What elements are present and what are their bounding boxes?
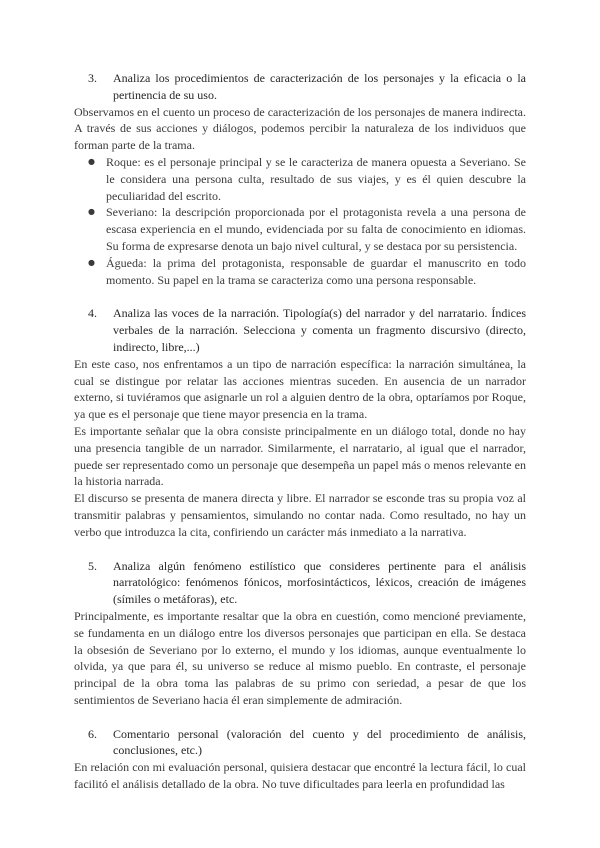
question-text: Analiza las voces de la narración. Tipología(s) del narrador y del narratario. Índices verbales de la narración. Selecciona y comenta un fragmento discursivo (directo, indirecto, libre,...) xyxy=(113,306,526,354)
answer-paragraph: Observamos en el cuento un proceso de caracterización de los personajes de manera indirecta. A través de sus acciones y diálogos, podemos percibir la naturaleza de los individuos que forman parte de la trama. xyxy=(74,104,526,153)
question-3-heading xyxy=(88,70,526,104)
question-number: 3. xyxy=(88,71,97,85)
answer-paragraph: Principalmente, es importante resaltar que la obra en cuestión, como mencioné previamente, se fundamenta en un diálogo entre los diversos personajes que participan en ella. Se destaca la obsesión de Severiano por lo externo, el mundo y los idiomas, aunque eventualmente lo olvida, ya que para él, su universo se reduce al mismo pueblo. En contraste, el personaje principal de la obra toma las palabras de su primo con seriedad, a pesar de que los sentimientos de Severiano hacia él eran simplemente de admiración. xyxy=(74,608,526,707)
question-6-heading xyxy=(88,726,526,760)
question-text: Analiza algún fenómeno estilístico que consideres pertinente para el análisis narratológico: fenómenos fónicos, morfosintácticos, léxicos, creación de imágenes (símiles o metáforas), etc. xyxy=(113,558,526,607)
character-list xyxy=(74,154,526,288)
question-5-heading xyxy=(88,558,526,608)
question-text: Comentario personal (valoración del cuento y del procedimiento de análisis, conclusiones, etc.) xyxy=(113,726,526,758)
answer-paragraph: Es importante señalar que la obra consiste principalmente en un diálogo total, donde no hay una presencia tangible de un narrador. Similarmente, el narratario, al igual que el narrador, puede ser representado como un personaje que desempeña un papel más o menos relevante en la historia narrada. xyxy=(74,423,526,489)
list-item: ● Roque: es el personaje principal y se le caracteriza de manera opuesta a Severiano. Se le considera una persona culta, resultado de sus viajes, y es él quien descubre la peculiaridad del escrito. xyxy=(74,154,526,204)
answer-paragraph: En este caso, nos enfrentamos a un tipo de narración específica: la narración simultánea, la cual se distingue por relatar las acciones mientras suceden. En ausencia de un narrador externo, si tuviéramos que asignarle un rol a alguien dentro de la obra, optaríamos por Roque, ya que es el personaje que tiene mayor presencia en la trama. xyxy=(74,356,526,422)
question-number: 4. xyxy=(88,306,97,321)
document-body xyxy=(74,70,526,793)
question-text: Analiza los procedimientos de caracterización de los personajes y la eficacia o la pertinencia de su uso. xyxy=(113,71,526,102)
list-item: ● Águeda: la prima del protagonista, responsable de guardar el manuscrito en todo momento. Su papel en la trama se caracteriza como una persona responsable. xyxy=(74,255,526,289)
answer-paragraph: El discurso se presenta de manera directa y libre. El narrador se esconde tras su propia voz al transmitir palabras y pensamientos, simulando no contar nada. Como resultado, no hay un verbo que introduzca la cita, confiriendo un carácter más inmediato a la narrativa. xyxy=(74,491,526,539)
list-item: ● Severiano: la descripción proporcionada por el protagonista revela a una persona de escasa experiencia en el mundo, evidenciada por su falta de conocimiento en idiomas. Su forma de expresarse denota un bajo nivel cultural, y se destaca por su persistencia. xyxy=(74,204,526,254)
answer-paragraph: En relación con mi evaluación personal, quisiera destacar que encontré la lectura fácil, lo cual facilitó el análisis detallado de la obra. No tuve dificultades para leerla en profundidad las xyxy=(74,760,526,792)
question-number: 6. xyxy=(88,726,97,741)
question-4-heading xyxy=(88,305,526,355)
question-number: 5. xyxy=(88,558,97,573)
